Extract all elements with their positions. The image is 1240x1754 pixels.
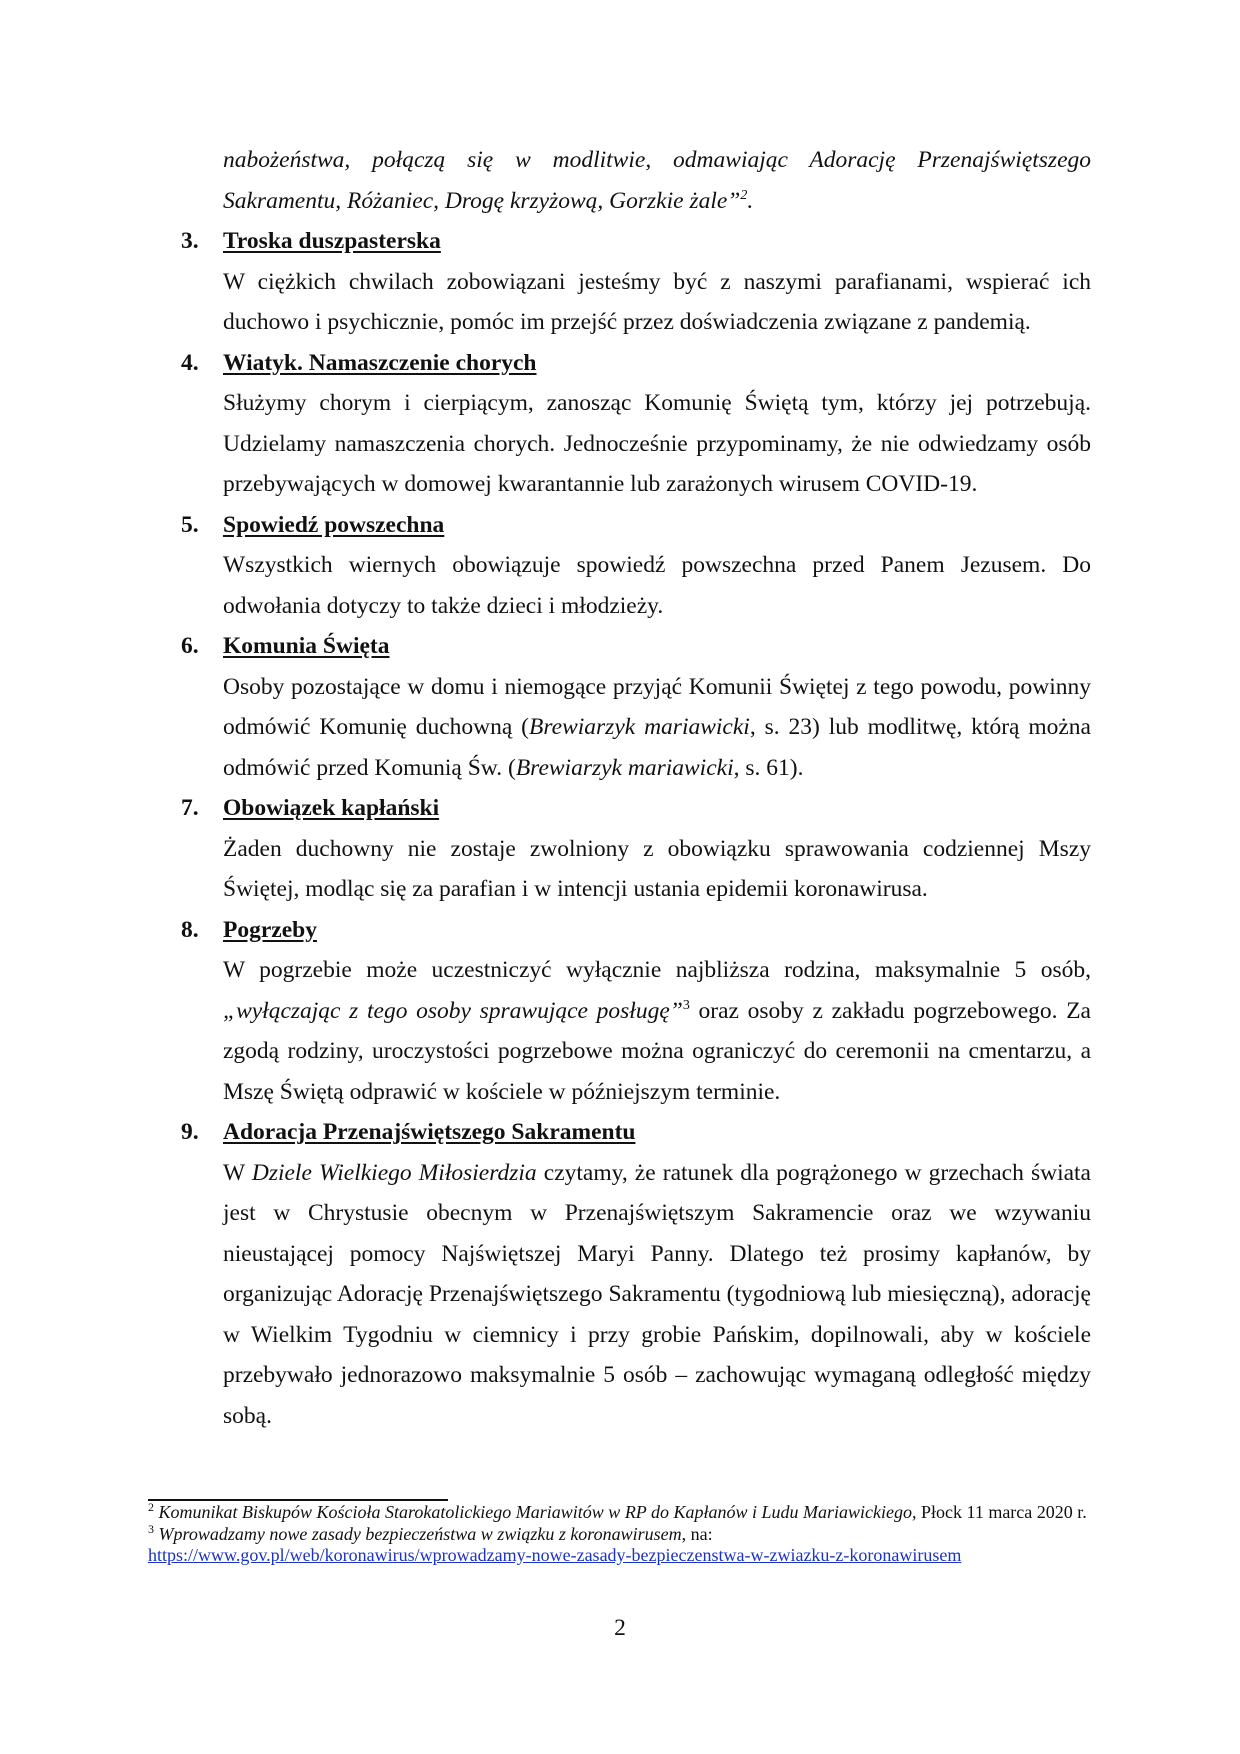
intro-text: nabożeństwa, połączą się w modlitwie, odmawiając Adorację Przenajświętszego Sakramentu, Różaniec, Drogę krzyżową, Gorzkie żale” xyxy=(223,147,1091,214)
item-heading: Spowiedź powszechna xyxy=(223,511,445,538)
item-body-text: Osoby pozostające w domu i niemogące przyjąć Komunii Świętej z tego powodu, powinny odmówić Komunię duchowną ( xyxy=(223,673,1091,740)
item-number: 5. xyxy=(181,511,199,538)
item-body-text: W pogrzebie może uczestniczyć wyłącznie najbliższa rodzina, maksymalnie 5 osób, xyxy=(223,957,1091,983)
item-body-text: czytamy, że ratunek dla pogrążonego w grzechach świata jest w Chrystusie obecnym w Przenajświętszym Sakramencie oraz we wzywaniu nieustającej pomocy Najświętszej Maryi Panny. Dlatego też prosimy kapłanów, by organizując Adorację Przenajświętszego Sakramentu (tygodniową lub miesięczną), adorację w Wielkim Tygodniu w ciemnicy i przy grobie Pańskim, dopilnowali, aby w kościele przebywało jednorazowo maksymalnie 5 osób – zachowując wymaganą odległość między sobą. xyxy=(223,1159,1091,1429)
item-body-text: oraz osoby z zakładu pogrzebowego. Za zgodą rodziny, uroczystości pogrzebowe można ograniczyć do ceremonii na cmentarzu, a Mszę Świętą odprawić w kościele w późniejszym terminie. xyxy=(223,997,1091,1105)
footnote-ref-2[interactable]: 2 xyxy=(740,187,748,203)
list-item-3 xyxy=(181,221,1091,343)
item-body: Służymy chorym i cierpiącym, zanosząc Komunię Świętą tym, którzy jej potrzebują. Udzielamy namaszczenia chorych. Jednocześnie przypominamy, że nie odwiedzamy osób przebywających w domowej kwarantannie lub zarażonych wirusem COVID-19. xyxy=(223,390,1091,497)
item-body xyxy=(223,667,1091,789)
footnote-3 xyxy=(148,1521,1092,1567)
list-item-8 xyxy=(181,910,1091,1113)
item-body-text: , s. 61). xyxy=(733,754,804,781)
item-body: Wszystkich wiernych obowiązuje spowiedź powszechna przed Panem Jezusem. Do odwołania dotyczy to także dzieci i młodzieży. xyxy=(223,552,1091,619)
footnote-separator xyxy=(148,1499,448,1501)
item-number: 4. xyxy=(181,349,199,376)
list-item-9 xyxy=(181,1112,1091,1436)
footnote-ref-3[interactable]: 3 xyxy=(682,997,690,1013)
item-heading: Wiatyk. Namaszczenie chorych xyxy=(223,349,537,376)
footnote-number: 2 xyxy=(148,1500,154,1514)
intro-end: . xyxy=(747,187,754,214)
item-heading: Pogrzeby xyxy=(223,916,317,943)
item-body-text: W xyxy=(223,1159,252,1186)
book-title: Dziele Wielkiego Miłosierdzia xyxy=(251,1159,537,1186)
footnote-text: , Płock 11 marca 2020 r. xyxy=(911,1502,1087,1522)
item-heading: Obowiązek kapłański xyxy=(223,795,440,821)
footnotes xyxy=(148,1502,1092,1567)
item-number: 6. xyxy=(181,633,199,659)
main-content xyxy=(181,140,1091,1436)
footnote-source-title: Komunikat Biskupów Kościoła Starokatolickiego Mariawitów w RP do Kapłanów i Ludu Mariawickiego xyxy=(158,1502,912,1522)
list-item-7 xyxy=(181,788,1091,910)
item-body xyxy=(223,950,1091,1112)
item-heading: Komunia Święta xyxy=(223,633,390,659)
intro-paragraph xyxy=(223,140,1091,221)
item-number: 9. xyxy=(181,1119,199,1145)
item-heading: Adoracja Przenajświętszego Sakramentu xyxy=(223,1119,636,1145)
list-item-4 xyxy=(181,343,1091,505)
item-body-text: , s. 23) lub modlitwę, którą można odmówić przed Komunią Św. ( xyxy=(223,714,1091,781)
footnote-2 xyxy=(148,1502,1092,1524)
quotation: „wyłączając z tego osoby sprawujące posługę” xyxy=(223,997,683,1024)
page-number: 2 xyxy=(614,1615,626,1641)
footnote-number: 3 xyxy=(148,1521,154,1536)
book-title: Brewiarzyk mariawicki xyxy=(515,754,734,781)
item-heading: Troska duszpasterska xyxy=(223,228,441,254)
item-number: 8. xyxy=(181,916,199,943)
list-item-6 xyxy=(181,626,1091,788)
item-number: 7. xyxy=(181,795,199,821)
book-title: Brewiarzyk mariawicki xyxy=(529,714,750,740)
footnote-text: , na: xyxy=(681,1523,713,1544)
footnote-link[interactable]: https://www.gov.pl/web/koronawirus/wprowadzamy-nowe-zasady-bezpieczenstwa-w-zwiazku-z-koronawirusem xyxy=(148,1545,962,1565)
item-body: Żaden duchowny nie zostaje zwolniony z obowiązku sprawowania codziennej Mszy Świętej, modląc się za parafian i w intencji ustania epidemii koronawirusa. xyxy=(223,835,1091,902)
list-item-5 xyxy=(181,505,1091,627)
item-number: 3. xyxy=(181,228,199,254)
item-body: W ciężkich chwilach zobowiązani jesteśmy być z naszymi parafianami, wspierać ich duchowo i psychicznie, pomóc im przejść przez doświadczenia związane z pandemią. xyxy=(223,268,1091,335)
footnote-source-title: Wprowadzamy nowe zasady bezpieczeństwa w związku z koronawirusem xyxy=(158,1523,682,1544)
item-body xyxy=(223,1153,1091,1437)
